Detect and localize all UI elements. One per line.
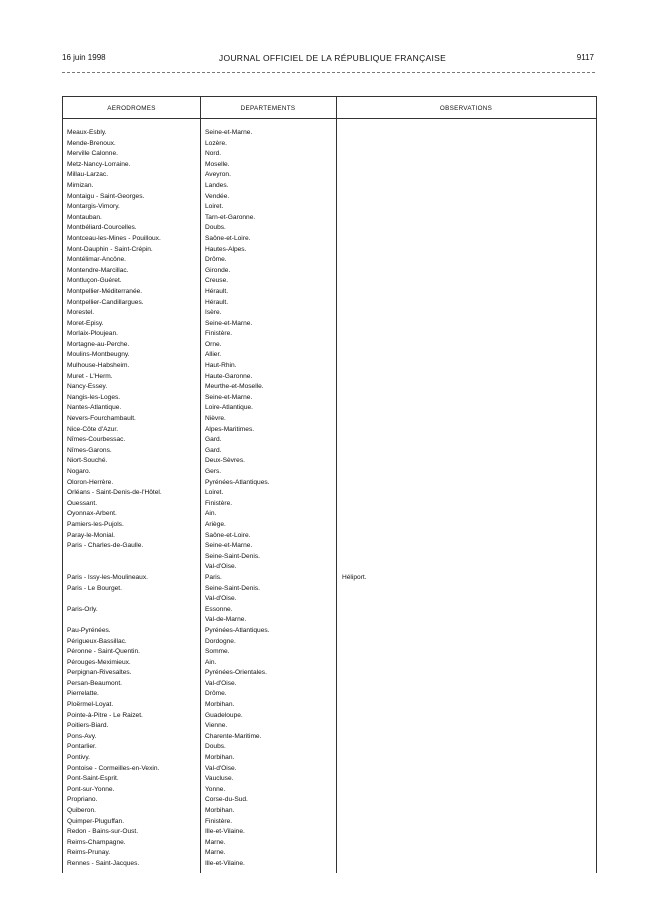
departement-cell: Drôme. [205, 690, 227, 698]
departement-cell: Drôme. [205, 256, 227, 264]
departement-cell: Finistère. [205, 330, 233, 338]
departement-cell: Gard. [205, 436, 222, 444]
table-row [0, 329, 665, 340]
table-row [0, 658, 665, 669]
table-row [0, 764, 665, 775]
departement-cell: Hérault. [205, 287, 229, 295]
aerodrome-cell: Mende-Brenoux. [67, 139, 116, 147]
departement-cell: Morbihan. [205, 701, 235, 709]
departement-cell: Somme. [205, 648, 230, 656]
departement-cell: Vaucluse. [205, 775, 234, 783]
departement-cell: Yonne. [205, 785, 226, 793]
aerodrome-cell: Pamiers-les-Pujols. [67, 520, 124, 528]
aerodrome-cell: Reims-Champagne. [67, 838, 126, 846]
aerodrome-cell: Mimizan. [67, 181, 94, 189]
table-row [0, 467, 665, 478]
departement-cell: Seine-et-Marne. [205, 542, 253, 550]
departement-cell: Vendée. [205, 192, 230, 200]
table-row [0, 308, 665, 319]
aerodrome-cell: Merville Calonne. [67, 150, 118, 158]
departement-cell: Val-d'Oise. [205, 563, 237, 571]
aerodrome-cell: Oloron-Herrère. [67, 478, 114, 486]
table-row [0, 372, 665, 383]
departement-cell: Pyrénées-Atlantiques. [205, 478, 270, 486]
departement-cell: Aveyron. [205, 171, 231, 179]
aerodrome-cell: Nîmes-Courbessac. [67, 436, 126, 444]
departement-cell: Finistère. [205, 817, 233, 825]
aerodrome-cell: Montaigu - Saint-Georges. [67, 192, 145, 200]
table-row [0, 499, 665, 510]
table-row [0, 435, 665, 446]
aerodrome-cell: Montargis-Vimory. [67, 203, 120, 211]
aerodrome-cell: Nevers-Fourchambault. [67, 415, 136, 423]
departement-cell: Val-d'Oise. [205, 595, 237, 603]
table-row [0, 541, 665, 552]
departement-cell: Doubs. [205, 224, 226, 232]
table-row [0, 340, 665, 351]
table-row [0, 689, 665, 700]
table-row [0, 774, 665, 785]
aerodrome-cell: Propriano. [67, 796, 98, 804]
aerodrome-cell: Pierrelatte. [67, 690, 99, 698]
departement-cell: Loiret. [205, 203, 224, 211]
aerodrome-cell: Paray-le-Monial. [67, 531, 116, 539]
observation-cell: Héliport. [342, 573, 367, 581]
departement-cell: Deux-Sèvres. [205, 457, 245, 465]
departement-cell: Corse-du-Sud. [205, 796, 248, 804]
aerodrome-cell: Montpellier-Méditerranée. [67, 287, 143, 295]
aerodrome-cell: Mortagne-au-Perche. [67, 340, 130, 348]
table-row [0, 859, 665, 870]
table-row [0, 223, 665, 234]
departement-cell: Allier. [205, 351, 222, 359]
departement-cell: Gard. [205, 446, 222, 454]
table-row [0, 350, 665, 361]
table-row [0, 446, 665, 457]
departement-cell: Saône-et-Loire. [205, 531, 251, 539]
table-body [0, 128, 665, 870]
table-row [0, 213, 665, 224]
departement-cell: Tarn-et-Garonne. [205, 213, 256, 221]
header-date: 16 juin 1998 [62, 53, 106, 62]
table-row [0, 817, 665, 828]
table-row [0, 181, 665, 192]
table-row [0, 287, 665, 298]
table-row [0, 562, 665, 573]
aerodrome-cell: Pointe-à-Pitre - Le Raizet. [67, 711, 143, 719]
aerodrome-cell: Pont-sur-Yonne. [67, 785, 115, 793]
departement-cell: Morbihan. [205, 807, 235, 814]
table-row [0, 139, 665, 150]
table-row [0, 520, 665, 531]
table-row [0, 425, 665, 436]
table-row [0, 573, 665, 584]
departement-cell: Nord. [205, 150, 222, 158]
aerodrome-cell: Nantes-Atlantique. [67, 404, 122, 412]
departement-cell: Pyrénées-Orientales. [205, 669, 267, 677]
table-row [0, 848, 665, 859]
aerodrome-cell: Pau-Pyrénées. [67, 626, 111, 634]
table-row [0, 456, 665, 467]
table-row [0, 668, 665, 679]
table-row [0, 170, 665, 181]
departement-cell: Creuse. [205, 277, 229, 285]
table-row [0, 192, 665, 203]
table-row [0, 509, 665, 520]
departement-cell: Orne. [205, 340, 222, 348]
departement-cell: Meurthe-et-Moselle. [205, 383, 264, 391]
table-row [0, 605, 665, 616]
departement-cell: Charente-Maritime. [205, 732, 262, 740]
table-row [0, 615, 665, 626]
aerodrome-cell: Paris - Charles-de-Gaulle. [67, 542, 144, 550]
aerodrome-cell: Nice-Côte d'Azur. [67, 425, 119, 433]
aerodrome-cell: Pérouges-Meximieux. [67, 658, 131, 666]
table-row [0, 488, 665, 499]
aerodrome-cell: Persan-Beaumont. [67, 679, 122, 687]
table-row [0, 806, 665, 817]
aerodrome-cell: Ploërmel-Loyat. [67, 701, 114, 709]
departement-cell: Haut-Rhin. [205, 362, 237, 370]
header-row-divider [63, 118, 596, 119]
aerodrome-cell: Pontarlier. [67, 743, 97, 751]
departement-cell: Ariège. [205, 520, 226, 528]
table-row [0, 298, 665, 309]
table-row [0, 478, 665, 489]
departement-cell: Marne. [205, 849, 226, 857]
departement-cell: Gers. [205, 468, 222, 475]
table-row [0, 584, 665, 595]
departement-cell: Gironde. [205, 266, 231, 274]
table-row [0, 531, 665, 542]
departement-cell: Paris. [205, 573, 222, 581]
departement-cell: Saône-et-Loire. [205, 234, 251, 242]
departement-cell: Val-de-Marne. [205, 616, 247, 624]
aerodrome-cell: Mont-Dauphin - Saint-Crépin. [67, 245, 153, 253]
table-row [0, 266, 665, 277]
aerodrome-cell: Orléans - Saint-Denis-de-l'Hôtel. [67, 489, 162, 497]
table-row [0, 679, 665, 690]
table-row [0, 202, 665, 213]
header-divider [62, 72, 595, 73]
aerodrome-cell: Péronne - Saint-Quentin. [67, 648, 140, 656]
departement-cell: Ain. [205, 510, 217, 518]
aerodrome-cell: Metz-Nancy-Lorraine. [67, 160, 131, 168]
aerodrome-cell: Nîmes-Garons. [67, 446, 112, 454]
aerodrome-cell: Millau-Larzac. [67, 171, 109, 179]
aerodrome-cell: Paris-Orly. [67, 605, 98, 613]
departement-cell: Finistère. [205, 499, 233, 507]
aerodrome-cell: Rennes - Saint-Jacques. [67, 859, 140, 867]
aerodrome-cell: Quiberon. [67, 807, 96, 814]
table-row [0, 732, 665, 743]
table-row [0, 594, 665, 605]
aerodrome-cell: Mulhouse-Habsheim. [67, 362, 130, 370]
table-row [0, 160, 665, 171]
table-row [0, 626, 665, 637]
page-number: 9117 [576, 53, 594, 62]
departement-cell: Seine-et-Marne. [205, 393, 253, 401]
aerodrome-cell: Redon - Bains-sur-Oust. [67, 828, 139, 836]
table-row [0, 149, 665, 160]
aerodrome-cell: Montélimar-Ancône. [67, 256, 127, 264]
table-row [0, 838, 665, 849]
aerodrome-cell: Paris - Issy-les-Moulineaux. [67, 573, 148, 581]
departement-cell: Lozère. [205, 139, 227, 147]
departement-cell: Val-d'Oise. [205, 679, 237, 687]
departement-cell: Loiret. [205, 489, 224, 497]
aerodrome-cell: Quimper-Pluguffan. [67, 817, 125, 825]
table-row [0, 361, 665, 372]
aerodrome-cell: Nogaro. [67, 468, 91, 475]
departement-cell: Morbihan. [205, 754, 235, 762]
table-row [0, 414, 665, 425]
aerodrome-cell: Oyonnax-Arbent. [67, 510, 117, 518]
aerodrome-cell: Montauban. [67, 213, 102, 221]
departement-cell: Ille-et-Vilaine. [205, 859, 245, 867]
table-row [0, 276, 665, 287]
aerodrome-cell: Pontoise - Cormeilles-en-Vexin. [67, 764, 160, 772]
aerodrome-cell: Montendre-Marcillac. [67, 266, 129, 274]
table-row [0, 403, 665, 414]
table-row [0, 785, 665, 796]
table-row [0, 234, 665, 245]
aerodrome-cell: Montbéliard-Courcelles. [67, 224, 137, 232]
departement-cell: Seine-et-Marne. [205, 319, 253, 327]
departement-cell: Loire-Atlantique. [205, 404, 254, 412]
departement-cell: Ain. [205, 658, 217, 666]
departement-cell: Seine-et-Marne. [205, 129, 253, 136]
aerodrome-cell: Pont-Saint-Esprit. [67, 775, 119, 783]
aerodrome-cell: Montluçon-Guéret. [67, 277, 122, 285]
table-row [0, 700, 665, 711]
table-row [0, 795, 665, 806]
table-row [0, 319, 665, 330]
aerodrome-cell: Montceau-les-Mines - Pouilloux. [67, 234, 161, 242]
aerodrome-cell: Meaux-Esbly. [67, 129, 107, 136]
column-header-aerodromes: AERODROMES [107, 105, 156, 112]
aerodrome-cell: Ouessant. [67, 499, 98, 507]
aerodrome-cell: Moulins-Montbeugny. [67, 351, 130, 359]
aerodrome-cell: Reims-Prunay. [67, 849, 111, 857]
aerodrome-cell: Montpellier-Candillargues. [67, 298, 144, 306]
table-row [0, 711, 665, 722]
table-row [0, 721, 665, 732]
departement-cell: Dordogne. [205, 637, 236, 645]
departement-cell: Doubs. [205, 743, 226, 751]
aerodrome-cell: Nancy-Essey. [67, 383, 108, 391]
aerodrome-cell: Moret-Episy. [67, 319, 104, 327]
departement-cell: Vienne. [205, 722, 228, 730]
table-row [0, 393, 665, 404]
departement-cell: Alpes-Maritimes. [205, 425, 255, 433]
aerodrome-cell: Poitiers-Biard. [67, 722, 109, 730]
aerodrome-cell: Niort-Souché. [67, 457, 108, 465]
aerodrome-cell: Perpignan-Rivesaltes. [67, 669, 132, 677]
departement-cell: Seine-Saint-Denis. [205, 584, 260, 592]
table-row [0, 827, 665, 838]
table-row [0, 637, 665, 648]
departement-cell: Nièvre. [205, 415, 226, 423]
table-row [0, 647, 665, 658]
aerodrome-cell: Périgueux-Bassillac. [67, 637, 127, 645]
aerodrome-cell: Nangis-les-Loges. [67, 393, 121, 401]
departement-cell: Pyrénées-Atlantiques. [205, 626, 270, 634]
aerodrome-cell: Pons-Avy. [67, 732, 97, 740]
departement-cell: Essonne. [205, 605, 233, 613]
aerodrome-cell: Muret - L'Herm. [67, 372, 113, 380]
table-row [0, 742, 665, 753]
departement-cell: Hautes-Alpes. [205, 245, 247, 253]
aerodrome-cell: Paris - Le Bourget. [67, 584, 122, 592]
aerodrome-cell: Morlaix-Ploujean. [67, 330, 118, 338]
table-row [0, 255, 665, 266]
departement-cell: Marne. [205, 838, 226, 846]
table-row [0, 753, 665, 764]
departement-cell: Seine-Saint-Denis. [205, 552, 260, 560]
departement-cell: Hérault. [205, 298, 229, 306]
aerodrome-cell: Pontivy. [67, 754, 90, 762]
departement-cell: Guadeloupe. [205, 711, 243, 719]
departement-cell: Moselle. [205, 160, 230, 168]
column-header-observations: OBSERVATIONS [439, 105, 493, 112]
aerodrome-cell: Morestel. [67, 309, 95, 317]
column-header-departements: DEPARTEMENTS [240, 105, 296, 112]
departement-cell: Val-d'Oise. [205, 764, 237, 772]
table-row [0, 552, 665, 563]
departement-cell: Landes. [205, 181, 229, 189]
departement-cell: Haute-Garonne. [205, 372, 253, 380]
table-row [0, 245, 665, 256]
departement-cell: Isère. [205, 309, 222, 317]
departement-cell: Ille-et-Vilaine. [205, 828, 245, 836]
journal-title: JOURNAL OFFICIEL DE LA RÉPUBLIQUE FRANÇAISE [218, 53, 447, 63]
table-row [0, 128, 665, 139]
table-row [0, 382, 665, 393]
